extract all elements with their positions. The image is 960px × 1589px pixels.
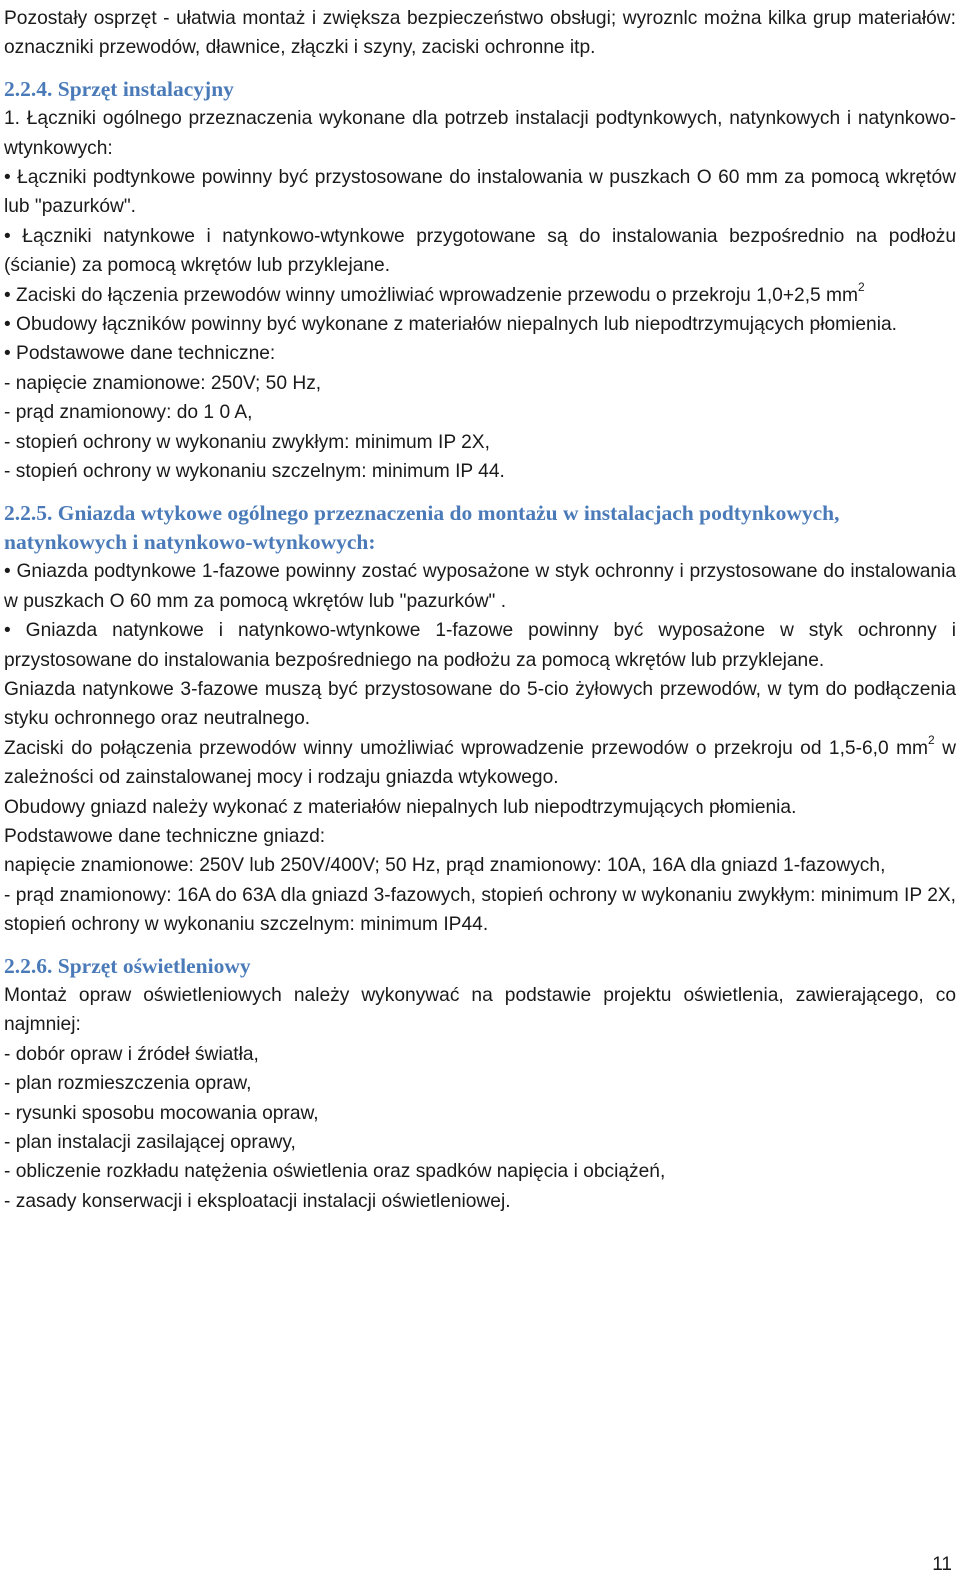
list-item: - obliczenie rozkładu natężenia oświetlenia oraz spadków napięcia i obciążeń, — [4, 1161, 666, 1183]
paragraph-3phase: Gniazda natynkowe 3-fazowe muszą być przystosowane do 5-cio żyłowych przewodów, w tym do podłączenia styku ochronnego oraz neutralnego. — [4, 678, 956, 730]
page-number: 11 — [932, 1554, 952, 1575]
list-item: - plan rozmieszczenia opraw, — [4, 1073, 252, 1095]
section-heading-2-2-6: 2.2.6. Sprzęt oświetleniowy — [4, 953, 251, 978]
bullet-switch-flush: • Łączniki podtynkowe powinny być przystosowane do instalowania w puszkach O 60 mm za pomocą wkrętów lub "pazurków". — [4, 167, 956, 218]
bullet-housing: • Obudowy łączników powinny być wykonane z materiałów niepalnych lub niepodtrzymujących płomienia. — [4, 314, 897, 336]
paragraph-lighting: Montaż opraw oświetleniowych należy wykonywać na podstawie projektu oświetlenia, zawierającego, co najmniej: — [4, 985, 956, 1036]
item-1: 1. Łączniki ogólnego przeznaczenia wykonane dla potrzeb instalacji podtynkowych, natynkowych i natynkowo-wtynkowych: — [4, 108, 956, 159]
spec-voltage: - napięcie znamionowe: 250V; 50 Hz, — [4, 372, 322, 394]
bullet-switch-surface: • Łączniki natynkowe i natynkowo-wtynkowe przygotowane są do instalowania bezpośrednio na podłożu (ścianie) za pomocą wkrętów lub przyklejane. — [4, 225, 956, 277]
paragraph-voltage: napięcie znamionowe: 250V lub 250V/400V; 50 Hz, prąd znamionowy: 10A, 16A dla gniazd 1-fazowych, — [4, 855, 886, 877]
bullet-tech-data: • Podstawowe dane techniczne: — [4, 343, 276, 365]
spec-current: - prąd znamionowy: do 1 0 A, — [4, 402, 253, 424]
bullet-socket-flush: • Gniazda podtynkowe 1-fazowe powinny zostać wyposażone w styk ochronny i przystosowane do instalowania w puszkach O 60 mm za pomocą wkrętów lub "pazurków" . — [4, 561, 956, 612]
paragraph-terminals-a: Zaciski do połączenia przewodów winny umożliwiać wprowadzenie przewodów o przekroju od 1,5-6,0 mm — [4, 737, 929, 759]
intro-paragraph: Pozostały osprzęt - ułatwia montaż i zwiększa bezpieczeństwo obsługi; wyroznlc można kilka grup materiałów: oznaczniki przewodów, dławnice, złączki i szyny, zaciski ochronne itp. — [4, 8, 956, 59]
section-heading-2-2-5: 2.2.5. Gniazda wtykowe ogólnego przeznaczenia do montażu w instalacjach podtynkowych, natynkowych i natynkowo-wtynkowych: — [4, 500, 840, 554]
superscript: 2 — [928, 733, 935, 748]
list-item: - dobór opraw i źródeł światła, — [4, 1043, 259, 1065]
spec-ip-normal: - stopień ochrony w wykonaniu zwykłym: minimum IP 2X, — [4, 431, 490, 453]
document-page — [4, 4, 956, 1216]
paragraph-terminals-b: w zależności od zainstalowanej mocy i rodzaju gniazda wtykowego. — [4, 737, 957, 789]
paragraph-tech-data: Podstawowe dane techniczne gniazd: — [4, 825, 326, 847]
superscript: 2 — [858, 280, 865, 295]
paragraph-housing: Obudowy gniazd należy wykonać z materiałów niepalnych lub niepodtrzymujących płomienia. — [4, 796, 797, 818]
bullet-socket-surface: • Gniazda natynkowe i natynkowo-wtynkowe 1-fazowe powinny być wyposażone w styk ochronny i przystosowane do instalowania bezpośredniego na podłożu za pomocą wkrętów lub przyklejane. — [4, 620, 956, 671]
bullet-terminals-text: • Zaciski do łączenia przewodów winny umożliwiać wprowadzenie przewodu o przekroju 1,0+2,5 mm — [4, 284, 859, 306]
bullet-terminals — [4, 281, 956, 310]
paragraph-terminals — [4, 734, 956, 793]
paragraph-current: - prąd znamionowy: 16A do 63A dla gniazd 3-fazowych, stopień ochrony w wykonaniu zwykłym: minimum IP 2X, stopień ochrony w wykonaniu szczelnym: minimum IP44. — [4, 884, 956, 936]
list-item: - plan instalacji zasilającej oprawy, — [4, 1132, 296, 1154]
section-heading-2-2-4: 2.2.4. Sprzęt instalacyjny — [4, 76, 234, 101]
list-item: - rysunki sposobu mocowania opraw, — [4, 1102, 319, 1124]
list-item: - zasady konserwacji i eksploatacji instalacji oświetleniowej. — [4, 1190, 511, 1212]
spec-ip-sealed: - stopień ochrony w wykonaniu szczelnym: minimum IP 44. — [4, 461, 505, 483]
